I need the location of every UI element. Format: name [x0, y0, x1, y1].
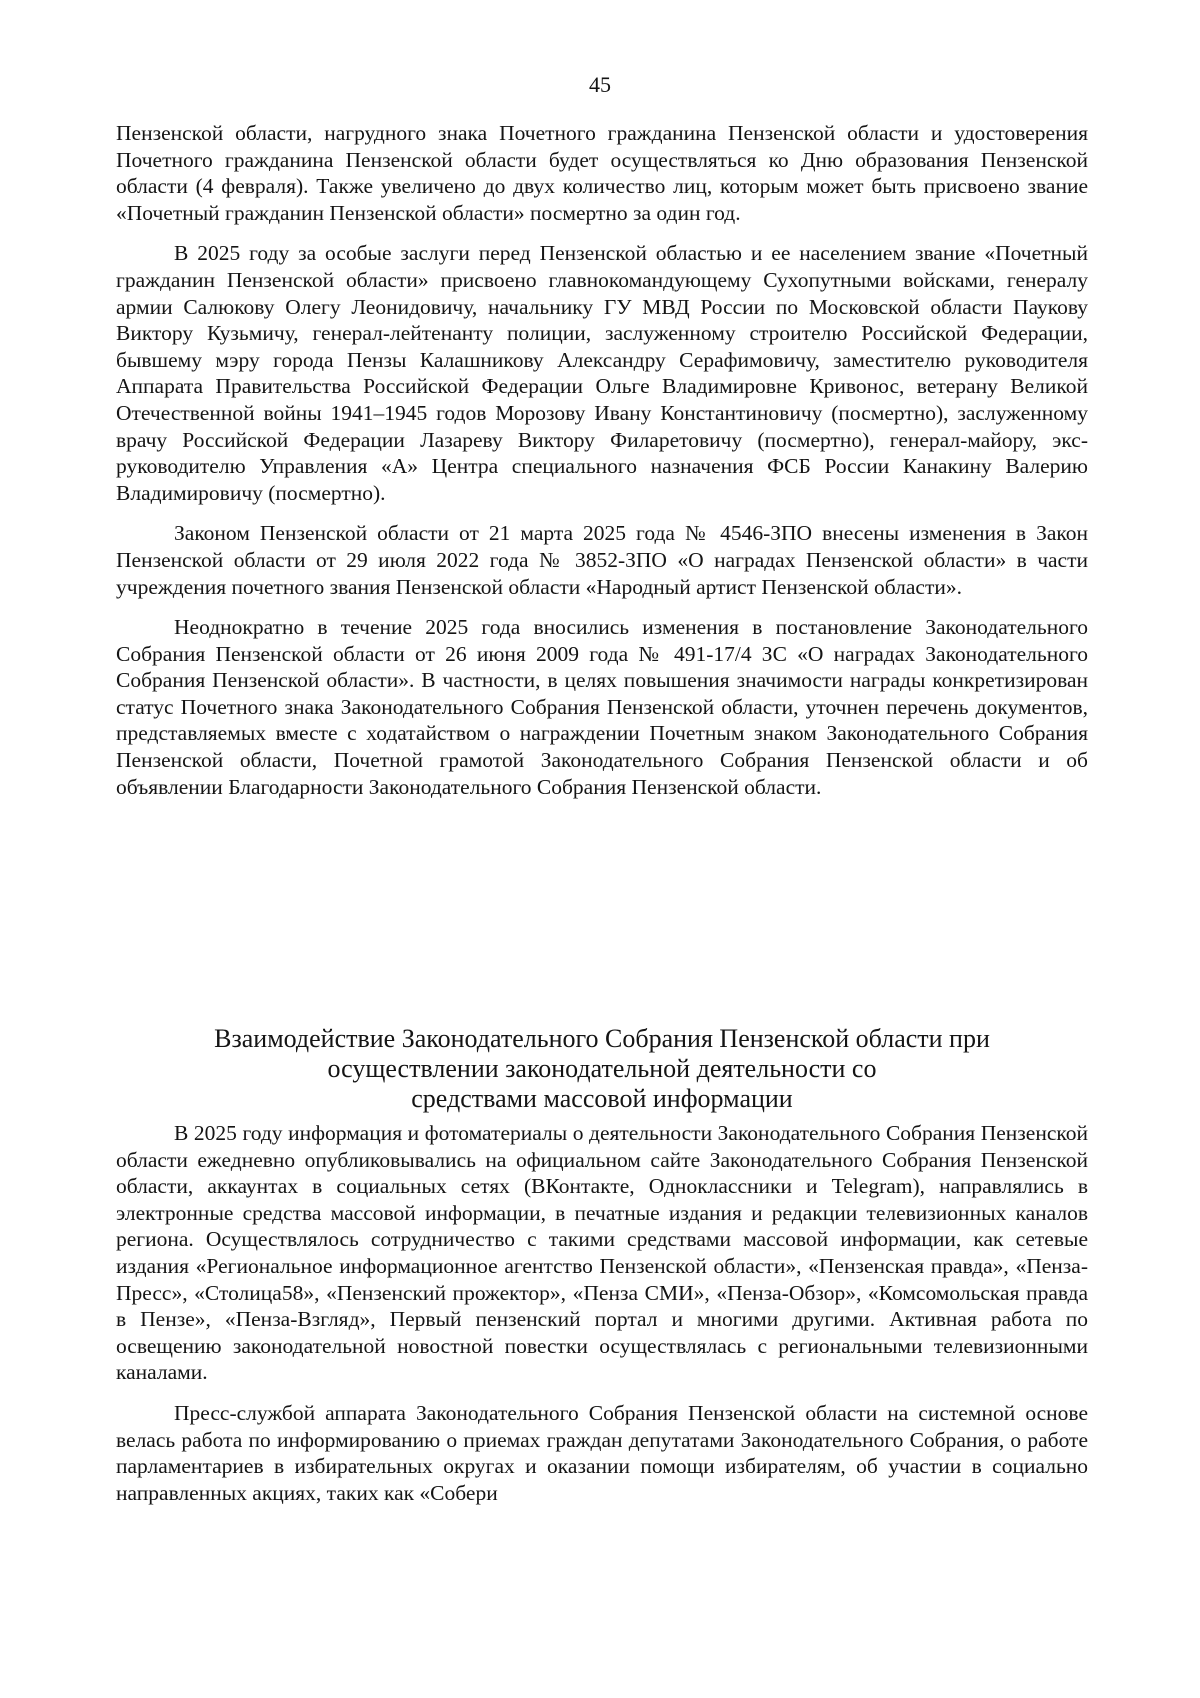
paragraph-honorary-citizens: В 2025 году за особые заслуги перед Пензенской областью и ее населением звание «Почетный гражданин Пензенской области» присвоено главнокомандующему Сухопутными войсками, генералу армии Салюкову Олегу Леонидовичу, начальнику ГУ МВД России по Московской области Паукову Виктору Кузьмичу, генерал-лейтенанту полиции, заслуженному строителю Российской Федерации, бывшему мэру города Пензы Калашникову Александру Серафимовичу, заместителю руководителя Аппарата Правительства Российской Федерации Ольге Владимировне Кривонос, ветерану Великой Отечественной войны 1941–1945 годов Морозову Ивану Константиновичу (посмертно), заслуженному врачу Российской Федерации Лазареву Виктору Филаретовичу (посмертно), генерал-майору, экс-руководителю Управления «А» Центра специального назначения ФСБ России Канакину Валерию Владимировичу (посмертно). [116, 241, 1088, 505]
paragraph-press-service: Пресс-службой аппарата Законодательного Собрания Пензенской области на системной основе велась работа по информированию о приемах граждан депутатами Законодательного Собрания, о работе парламентариев в избирательных округах и оказании помощи избирателям, об участии в социально направленных акциях, таких как «Собери [116, 1400, 1088, 1505]
paragraph-resolution-changes: Неоднократно в течение 2025 года вносились изменения в постановление Законодательного Собрания Пензенской области от 26 июня 2009 года № 491-17/4 ЗС «О наградах Законодательного Собрания Пензенской области». В частности, в целях повышения значимости награды конкретизирован статус Почетного знака Законодательного Собрания Пензенской области, уточнен перечень документов, представляемых вместе с ходатайством о награждении Почетным знаком Законодательного Собрания Пензенской области, Почетной грамотой Законодательного Собрания Пензенской области и об объявлении Благодарности Законодательного Собрания Пензенской области. [116, 615, 1088, 799]
body-text-bottom [116, 1120, 1088, 1506]
section-heading-line-2: осуществлении законодательной деятельности со [327, 1054, 877, 1083]
section-heading-line-1: Взаимодействие Законодательного Собрания Пензенской области при [214, 1024, 990, 1053]
paragraph-law-amendment: Законом Пензенской области от 21 марта 2025 года № 4546-ЗПО внесены изменения в Закон Пензенской области от 29 июля 2022 года № 3852-ЗПО «О наградах Пензенской области» в части учреждения почетного звания Пензенской области «Народный артист Пензенской области». [116, 521, 1088, 599]
page-number: 45 [589, 72, 611, 97]
paragraph-continuation: Пензенской области, нагрудного знака Почетного гражданина Пензенской области и удостоверения Почетного гражданина Пензенской области будет осуществляться ко Дню образования Пензенской области (4 февраля). Также увеличено до двух количество лиц, которым может быть присвоено звание «Почетный гражданин Пензенской области» посмертно за один год. [116, 121, 1088, 225]
section-heading-line-3: средствами массовой информации [411, 1084, 793, 1113]
body-text-top [116, 120, 1088, 800]
paragraph-media-cooperation: В 2025 году информация и фотоматериалы о деятельности Законодательного Собрания Пензенской области ежедневно опубликовывались на официальном сайте Законодательного Собрания Пензенской области, аккаунтах в социальных сетях (ВКонтакте, Одноклассники и Telegram), направлялись в электронные средства массовой информации, в печатные издания и редакции телевизионных каналов региона. Осуществлялось сотрудничество с такими средствами массовой информации, как сетевые издания «Региональное информационное агентство Пензенской области», «Пензенская правда», «Пенза-Пресс», «Столица58», «Пензенский прожектор», «Пенза СМИ», «Пенза-Обзор», «Комсомольская правда в Пензе», «Пенза-Взгляд», Первый пензенский портал и многими другими. Активная работа по освещению законодательной новостной повестки осуществлялась с региональными телевизионными каналами. [116, 1121, 1088, 1385]
section-heading [116, 1024, 1088, 1114]
